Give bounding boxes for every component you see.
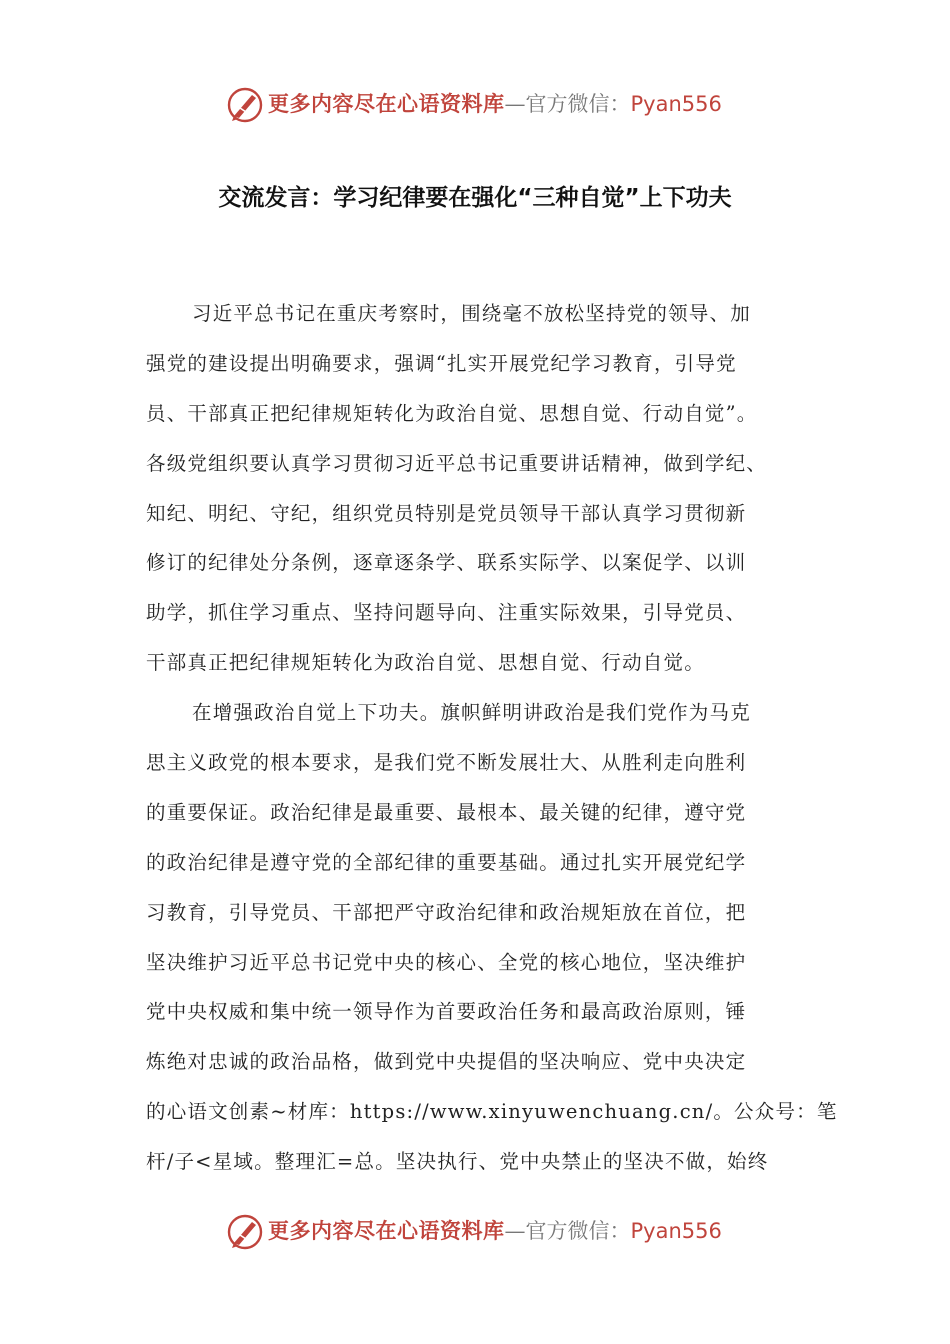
banner-main-text: 更多内容尽在心语资料库 <box>268 91 505 116</box>
banner-sub-text: 官方微信： <box>525 1219 631 1243</box>
body-line: 的政治纪律是遵守党的全部纪律的重要基础。通过扎实开展党纪学 <box>146 850 747 874</box>
body-line: 思主义政党的根本要求，是我们党不断发展壮大、从胜利走向胜利 <box>146 751 747 775</box>
banner-handle: Pyan556 <box>630 92 722 116</box>
banner-sub-text: 官方微信： <box>525 92 631 116</box>
body-line: 知纪、明纪、守纪，组织党员特别是党员领导干部认真学习贯彻新 <box>146 501 747 525</box>
body-line: 坚决维护习近平总书记党中央的核心、全党的核心地位，坚决维护 <box>146 950 747 974</box>
body-line: 强党的建设提出明确要求，强调“扎实开展党纪学习教育，引导党 <box>146 351 737 375</box>
banner-main-text: 更多内容尽在心语资料库 <box>268 1218 505 1243</box>
body-line: 各级党组织要认真学习贯彻习近平总书记重要讲话精神，做到学纪、 <box>146 451 768 475</box>
header-watermark-banner <box>0 80 950 128</box>
document-body <box>146 289 836 1187</box>
footer-watermark-banner <box>0 1207 950 1255</box>
document-title: 交流发言：学习纪律要在强化“三种自觉”上下功夫 <box>218 185 732 211</box>
body-line: 助学，抓住学习重点、坚持问题导向、注重实际效果，引导党员、 <box>146 601 747 625</box>
banner-handle: Pyan556 <box>630 1219 722 1243</box>
pen-logo-icon <box>226 86 264 124</box>
body-line: 炼绝对忠诚的政治品格，做到党中央提倡的坚决响应、党中央决定 <box>146 1050 747 1074</box>
banner-dash: — <box>504 1219 526 1243</box>
body-line: 干部真正把纪律规矩转化为政治自觉、思想自觉、行动自觉。 <box>146 651 705 675</box>
body-line: 在增强政治自觉上下功夫。旗帜鲜明讲政治是我们党作为马克 <box>192 701 751 725</box>
body-line: 党中央权威和集中统一领导作为首要政治任务和最高政治原则，锤 <box>146 1000 747 1024</box>
pen-logo-icon <box>226 1213 264 1251</box>
body-line: 修订的纪律处分条例，逐章逐条学、联系实际学、以案促学、以训 <box>146 551 747 575</box>
body-line: 习教育，引导党员、干部把严守政治纪律和政治规矩放在首位，把 <box>146 900 747 924</box>
body-line: 习近平总书记在重庆考察时，围绕毫不放松坚持党的领导、加 <box>192 302 751 325</box>
banner-text <box>268 89 722 119</box>
banner-text <box>268 1216 722 1246</box>
banner-dash: — <box>504 92 526 116</box>
body-line: 员、干部真正把纪律规矩转化为政治自觉、思想自觉、行动自觉”。 <box>146 401 758 425</box>
body-line: 的重要保证。政治纪律是最重要、最根本、最关键的纪律，遵守党 <box>146 800 747 824</box>
body-line: 杆/子<星域。整理汇=总。坚决执行、党中央禁止的坚决不做，始终 <box>146 1150 769 1174</box>
body-line: 的心语文创素~材库：https://www.xinyuwenchuang.cn/。公众号：笔 <box>146 1100 838 1124</box>
